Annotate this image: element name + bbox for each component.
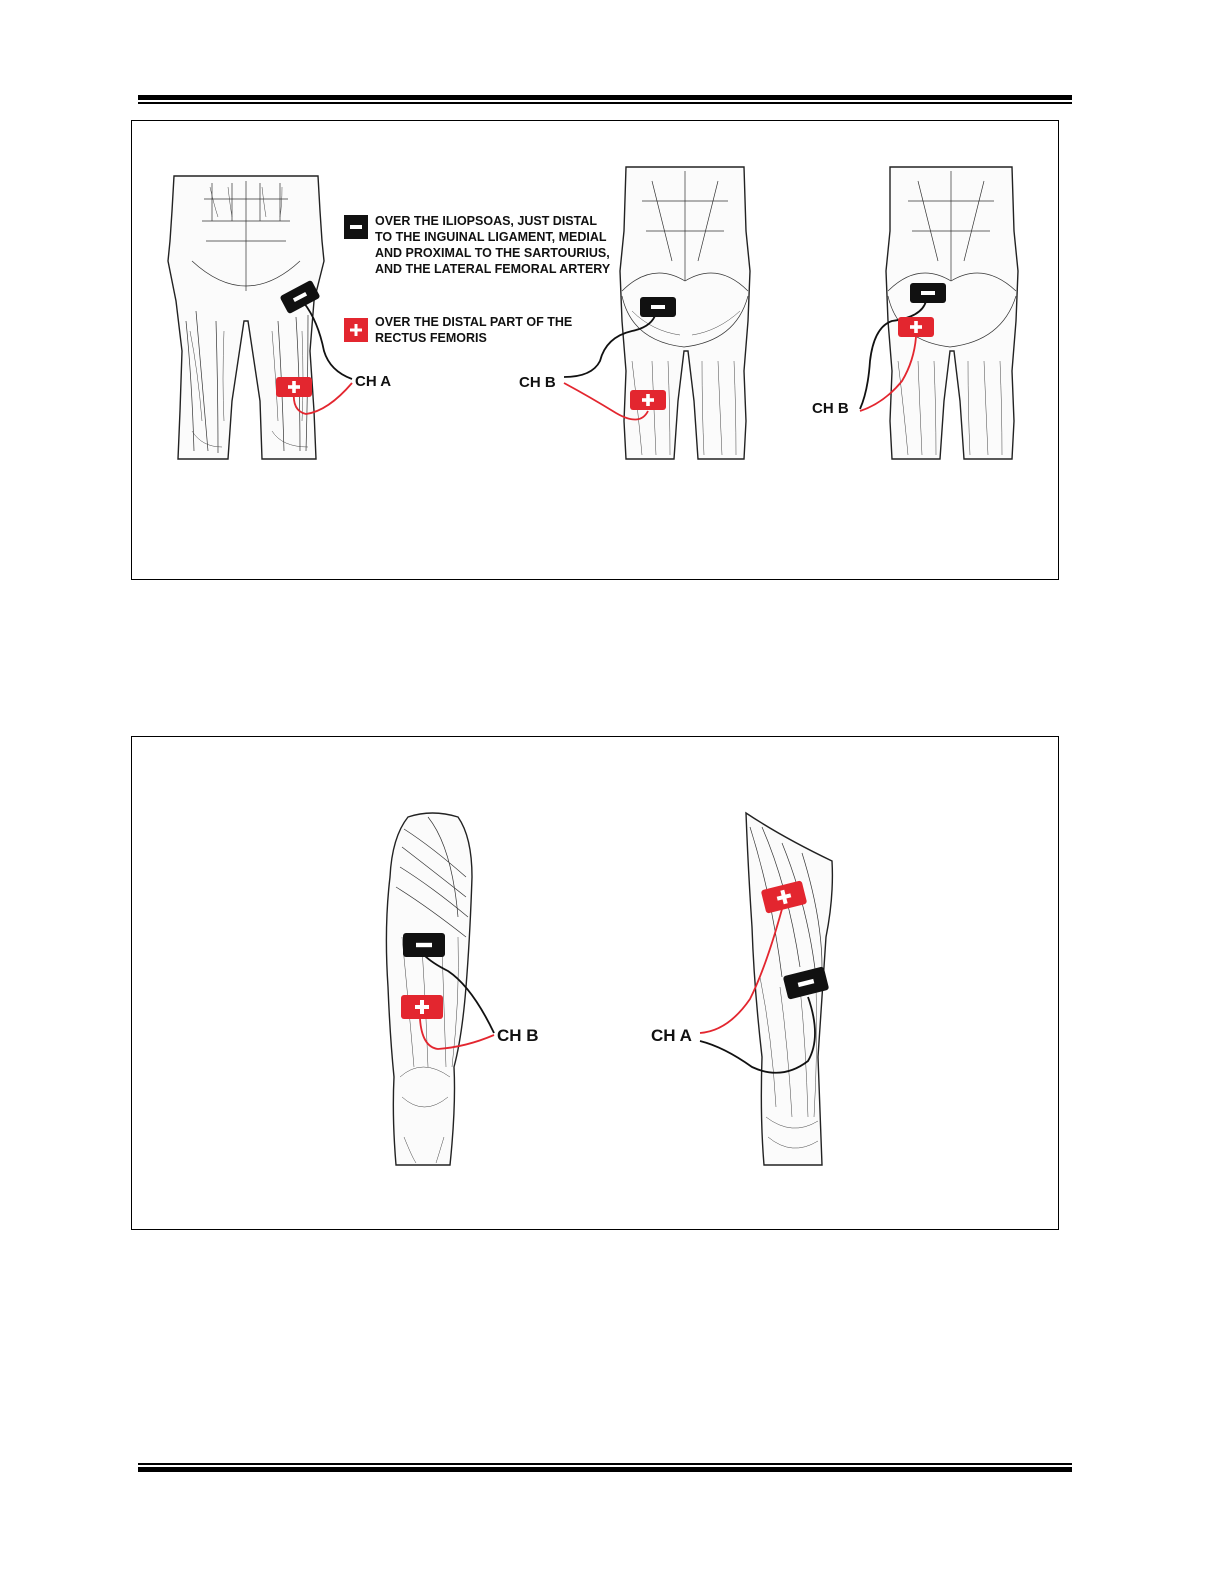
channel-label-b-2: CH B [812, 400, 849, 417]
legend-positive-line-1: OVER THE DISTAL PART OF THE [375, 315, 573, 329]
footer-rule-thin [138, 1463, 1072, 1465]
legend-negative-line-1: OVER THE ILIOPSOAS, JUST DISTAL [375, 214, 598, 228]
rear-thighs-illustration-2 [886, 167, 1018, 459]
channel-label-b-1: CH B [519, 374, 556, 391]
figure-panel-2 [131, 736, 1059, 1230]
anterior-thigh-illustration [386, 813, 472, 1165]
figure-2-illustration [132, 737, 1060, 1231]
channel-label-b: CH B [497, 1026, 539, 1045]
legend-negative-line-2: TO THE INGUINAL LIGAMENT, MEDIAL [375, 230, 607, 244]
channel-label-a: CH A [355, 373, 392, 390]
legend [344, 214, 611, 345]
header-rule-thin [138, 102, 1072, 104]
header-rule-thick [138, 95, 1072, 100]
minus-electrode-icon [640, 297, 676, 317]
plus-electrode-icon [898, 317, 934, 337]
legend-negative-line-3: AND PROXIMAL TO THE SARTOURIUS, [375, 246, 610, 260]
channel-label-a: CH A [651, 1026, 692, 1045]
front-thighs-illustration [168, 176, 324, 459]
legend-negative-line-4: AND THE LATERAL FEMORAL ARTERY [375, 262, 611, 276]
figure-panel-1 [131, 120, 1059, 580]
plus-electrode-icon [401, 995, 443, 1019]
footer-rule-thick [138, 1467, 1072, 1472]
plus-electrode-icon [630, 390, 666, 410]
minus-electrode-icon [403, 933, 445, 957]
plus-electrode-icon [276, 377, 312, 397]
legend-positive-line-2: RECTUS FEMORIS [375, 331, 487, 345]
minus-electrode-icon [910, 283, 946, 303]
rear-thighs-illustration-1 [620, 167, 750, 459]
figure-1-illustration [132, 121, 1060, 581]
